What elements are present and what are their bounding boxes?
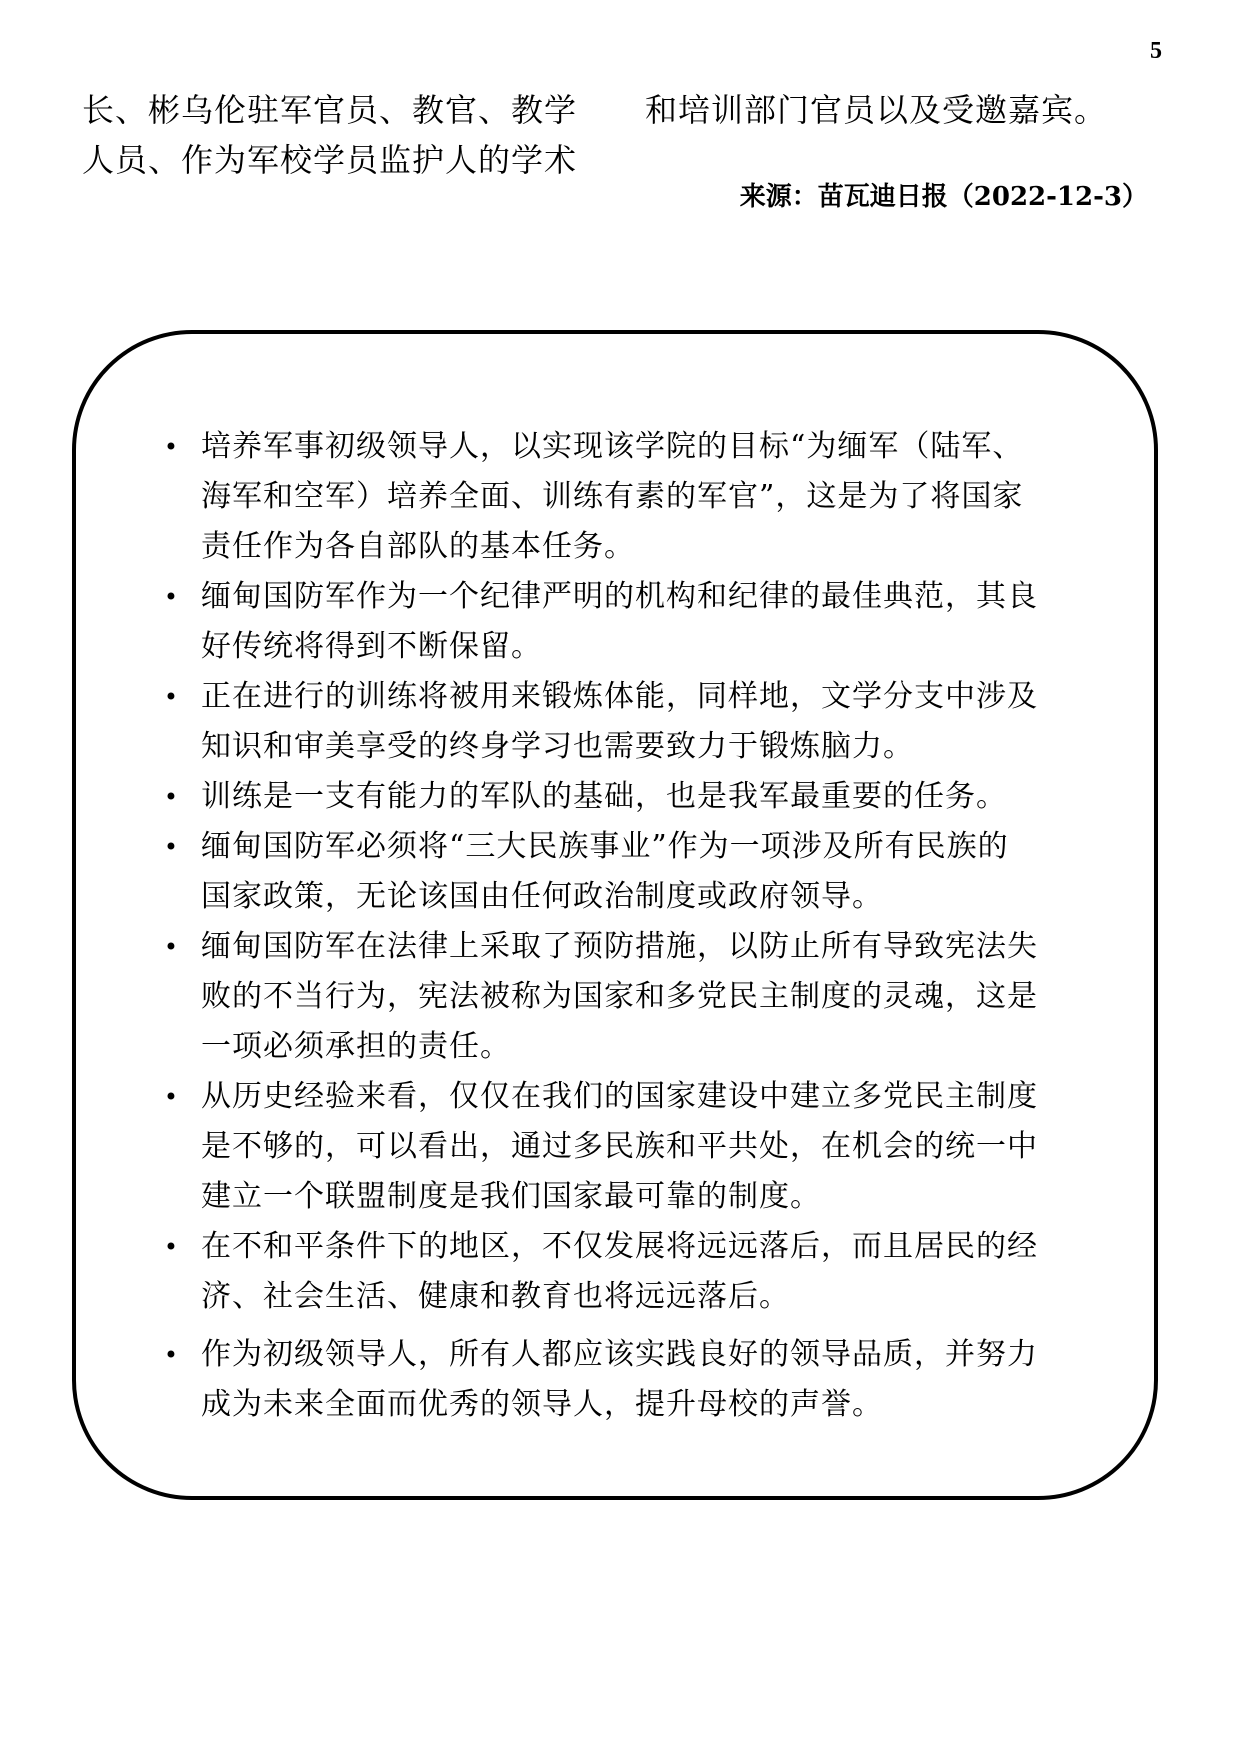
bullet-icon: •	[163, 1341, 179, 1369]
text-line: 一项必须承担的责任。	[201, 1029, 511, 1064]
list-item	[161, 1072, 1121, 1222]
list-item	[161, 822, 1121, 922]
list-item	[161, 772, 1121, 822]
article-text-right-column	[645, 85, 1107, 135]
text-line: 在不和平条件下的地区，不仅发展将远远落后，而且居民的经	[201, 1229, 1038, 1264]
bullet-icon: •	[163, 783, 179, 811]
text-line: 是不够的，可以看出，通过多民族和平共处，在机会的统一中	[201, 1129, 1038, 1164]
text-line: 好传统将得到不断保留。	[201, 629, 542, 664]
list-item	[161, 922, 1121, 1072]
text-line: 责任作为各自部队的基本任务。	[201, 529, 635, 564]
list-item	[161, 422, 1121, 572]
text-line: 培养军事初级领导人，以实现该学院的目标“为缅军（陆军、	[201, 429, 1024, 464]
text-line: 和培训部门官员以及受邀嘉宾。	[645, 91, 1108, 129]
page-number: 5	[1150, 38, 1162, 64]
article-text-left-column	[82, 85, 577, 185]
key-points-list	[161, 422, 1121, 1430]
text-line: 国家政策，无论该国由任何政治制度或政府领导。	[201, 879, 883, 914]
list-item	[161, 572, 1121, 672]
list-item	[161, 672, 1121, 772]
text-line: 人员、作为军校学员监护人的学术	[82, 141, 578, 179]
bullet-icon: •	[163, 1083, 179, 1111]
text-line: 训练是一支有能力的军队的基础，也是我军最重要的任务。	[201, 779, 1007, 814]
text-line: 缅甸国防军作为一个纪律严明的机构和纪律的最佳典范，其良	[201, 579, 1038, 614]
text-line: 败的不当行为，宪法被称为国家和多党民主制度的灵魂，这是	[201, 979, 1038, 1014]
text-line: 从历史经验来看，仅仅在我们的国家建设中建立多党民主制度	[201, 1079, 1038, 1114]
text-line: 建立一个联盟制度是我们国家最可靠的制度。	[201, 1179, 821, 1214]
bullet-icon: •	[163, 433, 179, 461]
bullet-icon: •	[163, 833, 179, 861]
text-line: 长、彬乌伦驻军官员、教官、教学	[82, 91, 578, 129]
bullet-icon: •	[163, 933, 179, 961]
text-line: 作为初级领导人，所有人都应该实践良好的领导品质，并努力	[201, 1337, 1038, 1372]
bullet-icon: •	[163, 1233, 179, 1261]
text-line: 正在进行的训练将被用来锻炼体能，同样地，文学分支中涉及	[201, 679, 1038, 714]
text-line: 海军和空军）培养全面、训练有素的军官”，这是为了将国家	[201, 479, 1024, 514]
text-line: 缅甸国防军在法律上采取了预防措施，以防止所有导致宪法失	[201, 929, 1038, 964]
list-item	[161, 1222, 1121, 1322]
bullet-icon: •	[163, 683, 179, 711]
key-points-box	[72, 330, 1158, 1500]
text-line: 济、社会生活、健康和教育也将远远落后。	[201, 1279, 790, 1314]
text-line: 缅甸国防军必须将“三大民族事业”作为一项涉及所有民族的	[201, 829, 1009, 864]
source-citation: 来源：苗瓦迪日报（2022-12-3）	[739, 182, 1148, 212]
text-line: 知识和审美享受的终身学习也需要致力于锻炼脑力。	[201, 729, 914, 764]
bullet-icon: •	[163, 583, 179, 611]
list-item	[161, 1330, 1121, 1430]
text-line: 成为未来全面而优秀的领导人，提升母校的声誉。	[201, 1387, 883, 1422]
